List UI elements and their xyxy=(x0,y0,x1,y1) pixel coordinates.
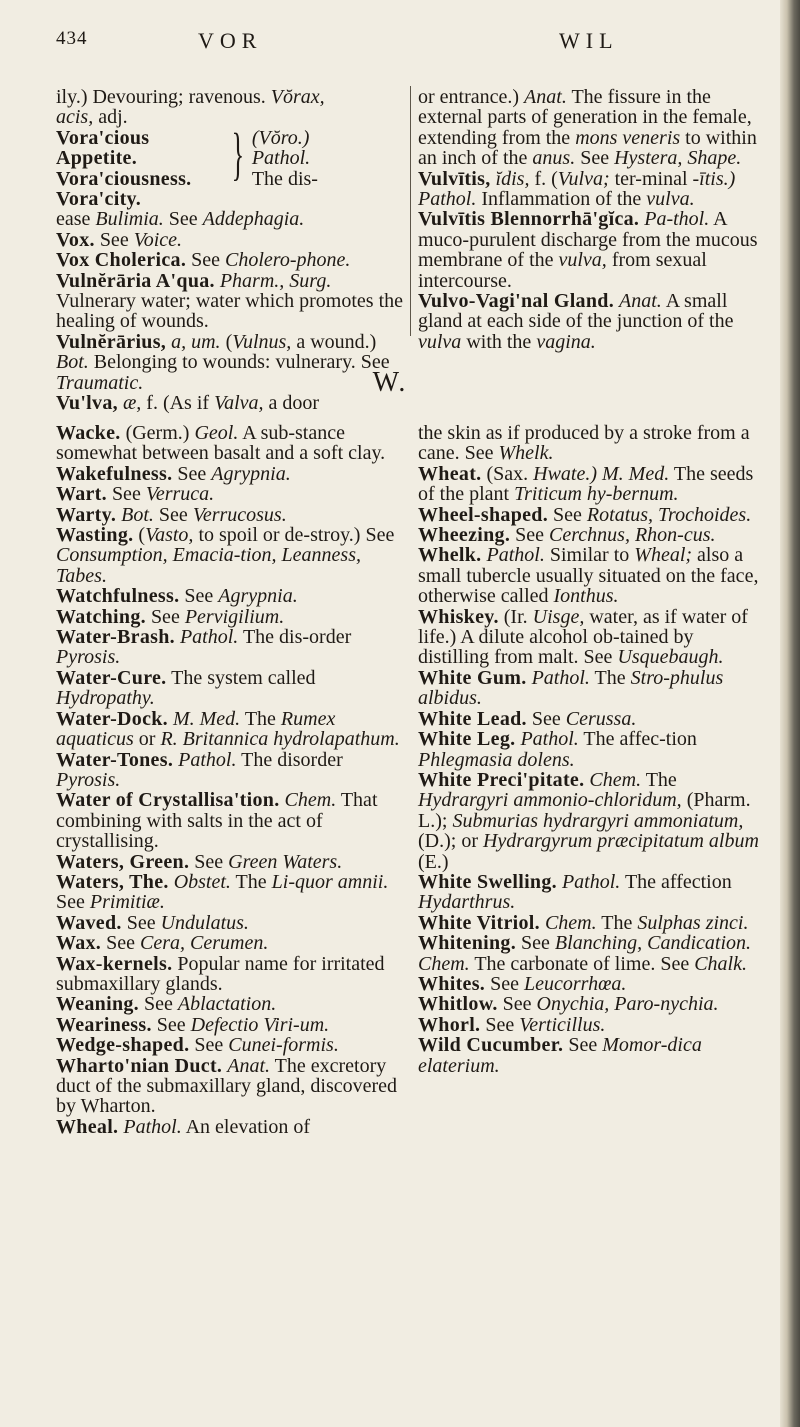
entry-text: (Pharm. L.); xyxy=(418,789,751,832)
entry-text: The xyxy=(235,870,267,893)
entry-text: Traumatic. xyxy=(56,371,144,394)
entry-text: Vulva; xyxy=(557,167,610,190)
entry-text: Blanching, Candication. Chem. xyxy=(418,932,752,975)
entry-text: Cerussa. xyxy=(565,707,637,730)
entry-text: See xyxy=(531,707,561,730)
entry-text: Pathol. xyxy=(123,1115,182,1138)
headword: Vu'lva, xyxy=(56,392,118,415)
entry-text: Verrucosus. xyxy=(192,503,287,526)
entry-weaning xyxy=(56,994,406,1014)
headword: Water of Crystallisa'tion. xyxy=(56,789,280,812)
entry-vox xyxy=(56,230,406,250)
headword: Wheel-shaped. xyxy=(418,503,549,526)
entry-whites xyxy=(418,974,768,994)
entry-wheezing xyxy=(418,525,768,545)
entry-text: Stro-phulus albidus. xyxy=(418,666,724,710)
entry-text: An elevation of xyxy=(185,1115,311,1138)
entry-text: Onychia, Paro-nychia. xyxy=(536,993,719,1016)
entry-text: or xyxy=(138,728,156,751)
headword: Wax. xyxy=(56,932,102,955)
entry-text: Momor-dica elaterium. xyxy=(418,1034,702,1077)
entry-text: Belonging to wounds: vulnerary. See xyxy=(93,351,390,374)
entry-whartonian-duct xyxy=(56,1056,406,1117)
entry-text: Rumex aquaticus xyxy=(56,707,336,751)
entry-text: ĭdis, xyxy=(495,167,530,190)
entry-text: Cholero-phone. xyxy=(225,249,351,272)
entry-text: Verruca. xyxy=(145,483,215,506)
entry-text: Verticillus. xyxy=(519,1013,606,1036)
headword: Wheezing. xyxy=(418,524,511,547)
entry-text: Hydarthrus. xyxy=(418,891,516,914)
entry-wild-cucumber xyxy=(418,1035,768,1076)
entry-text: Geol. xyxy=(194,422,239,444)
entry-text: with the xyxy=(466,330,532,353)
entry-watching xyxy=(56,607,406,627)
entry-wheal xyxy=(56,1117,406,1137)
headword: Vulvo-Vagi'nal Gland. xyxy=(418,290,615,313)
entry-waters-the xyxy=(56,872,406,913)
entry-text: Popular name for irritated submaxillary glands. xyxy=(56,952,385,995)
entry-wacke xyxy=(56,423,406,464)
entry-text: mons veneris xyxy=(575,126,681,149)
entry-text: Primitiæ. xyxy=(89,891,165,914)
headword: Weaning. xyxy=(56,993,139,1016)
entry-whorl xyxy=(418,1015,768,1035)
entry-text: See xyxy=(521,932,550,955)
entry-text: See xyxy=(191,249,221,272)
left-running-head: VOR xyxy=(198,28,263,53)
headword: Waters, Green. xyxy=(56,850,190,873)
entry-text: ease xyxy=(56,208,91,231)
headword: Whites. xyxy=(418,972,486,995)
entry-text: Pathol. xyxy=(561,870,621,893)
headword: Vulvītis Blennorrhā'gĭca. xyxy=(418,208,640,231)
column-2 xyxy=(418,87,768,352)
headword: Whitening. xyxy=(418,932,517,955)
entry-text: vulva, xyxy=(558,249,607,272)
headword: Wedge-shaped. xyxy=(56,1034,190,1057)
entry-text: Vasto, xyxy=(145,524,194,547)
entry-text: Pathol. xyxy=(178,748,237,771)
entry-text: Vulnerary water; water which promotes the healing of wounds. xyxy=(56,290,404,333)
section-letter: W. xyxy=(372,367,408,398)
headword: Wharto'nian Duct. xyxy=(56,1054,223,1077)
headword: Water-Dock. xyxy=(56,707,168,730)
entry-text: Ablactation. xyxy=(177,993,277,1016)
entry-white-leg xyxy=(418,729,768,770)
headword: Whelk. xyxy=(418,544,482,567)
entry-warty xyxy=(56,505,406,525)
headword: Waved. xyxy=(56,911,122,934)
headword: Whorl. xyxy=(418,1013,481,1036)
entry-text: the skin as if produced by a stroke from a cane. See xyxy=(418,422,750,465)
entry-text: See xyxy=(553,503,582,526)
headword: White Lead. xyxy=(418,707,527,730)
entry-text: See xyxy=(143,993,173,1016)
headword: Wheat. xyxy=(418,462,482,485)
headword: White Preci'pitate. xyxy=(418,768,585,791)
headword: Waters, The. xyxy=(56,870,169,893)
entry-text: The system called xyxy=(171,666,316,689)
entry-text: or entrance.) xyxy=(418,86,520,108)
entry-text: from sexual intercourse. xyxy=(418,249,707,292)
entry-text: Pathol. xyxy=(531,666,590,689)
entry-text: ter-minal xyxy=(614,167,688,190)
entry-text: See xyxy=(580,147,610,170)
headword: Weariness. xyxy=(56,1013,152,1036)
entry-voracity-group xyxy=(56,120,406,211)
headword: White Leg. xyxy=(418,728,516,751)
headword: Wart. xyxy=(56,483,107,506)
entry-text: The affection xyxy=(624,870,732,893)
entry-text: See xyxy=(111,483,141,506)
entry-text: Triticum hy-bernum. xyxy=(514,483,679,506)
running-header xyxy=(56,28,768,58)
entry-wedge-shaped xyxy=(56,1035,406,1055)
entry-wart xyxy=(56,484,406,504)
entry-weariness xyxy=(56,1015,406,1035)
entry-text: See xyxy=(126,911,156,934)
headword: Warty. xyxy=(56,503,117,526)
entry-wax-kernels xyxy=(56,954,406,995)
entry-text: Hydrargyrum præcipitatum album xyxy=(482,830,759,853)
entry-whitening xyxy=(418,933,768,974)
column-4 xyxy=(418,423,768,1076)
headword: Wheal. xyxy=(56,1115,119,1138)
entry-white-vitriol xyxy=(418,913,768,933)
entry-text: See xyxy=(194,850,224,873)
entry-water-of-crystallisation xyxy=(56,790,406,851)
entry-text: The fissure in the external parts of generation in the female, extending from the xyxy=(418,86,752,149)
entry-text: Vŏrax, xyxy=(270,86,325,108)
headword: Vox Cholerica. xyxy=(56,249,187,272)
entry-whelk xyxy=(418,545,768,606)
headword: Wax-kernels. xyxy=(56,952,173,975)
entry-text: A small gland at each side of the junction of the xyxy=(418,290,734,333)
entry-text: The affec-tion xyxy=(583,728,697,751)
entry-waved xyxy=(56,913,406,933)
entry-wheel-shaped xyxy=(418,505,768,525)
entry-text: a door xyxy=(268,392,320,415)
entry-text: f. (As if xyxy=(146,392,210,415)
entry-text: See xyxy=(485,1013,515,1036)
entry-water-cure xyxy=(56,668,406,709)
headword: White Gum. xyxy=(418,666,527,689)
entry-water-dock xyxy=(56,709,406,750)
entry-wasting xyxy=(56,525,406,586)
entry-wheat xyxy=(418,464,768,505)
headword: Watching. xyxy=(56,605,146,628)
entry-wax xyxy=(56,933,406,953)
entry-text: Hwate.) M. Med. xyxy=(533,462,670,485)
entry-text: Cera, Cerumen. xyxy=(140,932,269,955)
headword: Whiskey. xyxy=(418,605,499,628)
entry-text: Addephagia. xyxy=(202,208,305,231)
entry-text: -ītis.) xyxy=(692,167,736,190)
entry-text: See xyxy=(56,891,85,914)
entry-text: R. Britannica hydrolapathum. xyxy=(160,728,400,751)
brace-glyph: } xyxy=(231,120,245,186)
entry-text: (Germ.) xyxy=(125,422,190,444)
entry-text: See xyxy=(177,462,207,485)
entry-text: The carbonate of lime. See xyxy=(474,952,690,975)
entry-text: (D.); or xyxy=(418,830,478,853)
entry-text: (E.) xyxy=(418,850,449,873)
headword: Wild Cucumber. xyxy=(418,1034,564,1057)
entry-text: a, um. xyxy=(171,330,221,353)
column-1 xyxy=(56,87,406,414)
entry-text: Submurias hydrargyri ammoniatum, xyxy=(452,809,744,832)
entry-text: Whelk. xyxy=(498,442,554,465)
entry-text: Pa-thol. xyxy=(644,208,710,231)
entry-text: See xyxy=(502,993,532,1016)
entry-text: (Vŏro.) xyxy=(251,126,310,149)
column-divider xyxy=(410,86,411,336)
entry-text: Chem. xyxy=(589,768,642,791)
entry-text: anus. xyxy=(532,147,576,170)
entry-vulvitis-blennorrhagica xyxy=(418,209,768,291)
headword: Vulvītis, xyxy=(418,167,491,190)
entry-wakefulness xyxy=(56,464,406,484)
entry-text: The xyxy=(244,707,276,730)
entry-text: Bulimia. xyxy=(95,208,164,231)
entry-text: Pathol. xyxy=(486,544,545,567)
entry-text: Anat. xyxy=(227,1054,271,1077)
entry-text: The excretory duct of the submaxillary gland, discovered by Wharton. xyxy=(56,1054,398,1118)
entry-text: The xyxy=(601,911,633,934)
right-running-head: WIL xyxy=(559,28,619,53)
entry-text: The seeds of the plant xyxy=(418,462,754,506)
entry-text: Anat. xyxy=(619,290,662,313)
entry-text: Hydropathy. xyxy=(56,687,155,710)
entry-text: vagina. xyxy=(536,330,596,353)
entry-wheal-cont xyxy=(418,423,768,464)
entry-text: Pyrosis. xyxy=(56,646,121,669)
entry-whitlow xyxy=(418,994,768,1014)
entry-text: ( xyxy=(138,524,146,547)
entry-text: The dis- xyxy=(251,167,318,190)
entry-text: Usquebaugh. xyxy=(617,646,724,669)
entry-text: f. ( xyxy=(534,167,558,190)
entry-text: Hystera, Shape. xyxy=(614,147,742,170)
entry-text: Uisge, xyxy=(532,605,585,628)
entry-text: Chalk. xyxy=(694,952,747,975)
headword: Watchfulness. xyxy=(56,585,180,608)
entry-text: See xyxy=(156,1013,186,1036)
headword: Vora'cious Appetite. xyxy=(56,126,150,170)
entry-text: M. Med. xyxy=(172,707,241,730)
entry-text: Inflammation of the xyxy=(481,188,642,211)
entry-text: acis, xyxy=(56,106,94,129)
entry-text: Li-quor amnii. xyxy=(271,870,389,893)
entry-text: Bot. xyxy=(121,503,154,526)
entry-text: Anat. xyxy=(524,86,567,108)
entry-text: Hydrargyri ammonio-chloridum, xyxy=(418,789,682,812)
entry-text: A muco-purulent discharge from the mucous membrane of the xyxy=(418,208,758,272)
entry-text: Similar to xyxy=(549,544,630,567)
headword: Vox. xyxy=(56,228,95,251)
headword: Vora'city. xyxy=(56,188,142,211)
entry-text: Chem. xyxy=(284,789,337,812)
entry-text: water, as if water of life.) A dilute alcohol ob-tained by distilling from malt. See xyxy=(418,605,748,669)
entry-vulva-cont xyxy=(418,87,768,169)
entry-text: adj. xyxy=(98,106,128,129)
headword: Vora'ciousness. xyxy=(56,167,192,190)
headword: Water-Cure. xyxy=(56,666,167,689)
entry-text: æ, xyxy=(122,392,142,415)
entry-text: Pharm., Surg. xyxy=(219,269,332,292)
headword: Whitlow. xyxy=(418,993,498,1016)
entry-text: The xyxy=(645,768,677,791)
headword: Water-Brash. xyxy=(56,626,175,649)
entry-text: vulva. xyxy=(646,188,695,211)
headword: White Vitriol. xyxy=(418,911,540,934)
entry-text: Pathol. xyxy=(179,626,239,649)
entry-text: vulva xyxy=(418,330,462,353)
entry-text: Ionthus. xyxy=(553,585,619,608)
entry-text: Agrypnia. xyxy=(218,585,298,608)
column-3 xyxy=(56,423,406,1137)
entry-text: (Ir. xyxy=(503,605,528,628)
headword: Vulnĕrāria A'qua. xyxy=(56,269,215,292)
entry-white-gum xyxy=(418,668,768,709)
entry-text: Defectio Viri-um. xyxy=(190,1013,330,1036)
entry-text: Consumption, Emacia-tion, Leanness, Tabes. xyxy=(56,544,361,587)
entry-text: Chem. xyxy=(544,911,597,934)
entry-white-precipitate xyxy=(418,770,768,872)
entry-text: See xyxy=(150,605,180,628)
entry-text: ily.) Devouring; ravenous. xyxy=(56,86,266,108)
entry-text: Vulnus, xyxy=(232,330,292,353)
entry-text: Pathol. xyxy=(520,728,579,751)
entry-text: Undulatus. xyxy=(160,911,249,934)
entry-white-lead xyxy=(418,709,768,729)
headword: Wakefulness. xyxy=(56,462,173,485)
entry-text: Green Waters. xyxy=(228,850,343,873)
headword: White Swelling. xyxy=(418,870,557,893)
entry-text: (Sax. xyxy=(486,462,529,485)
entry-text: to spoil or de-stroy.) See xyxy=(198,524,395,547)
entry-text: See xyxy=(194,1034,224,1057)
entry-text: See xyxy=(568,1034,598,1057)
entry-text: Cunei-formis. xyxy=(228,1034,339,1057)
entry-text: Voice. xyxy=(133,228,183,251)
entry-text: See xyxy=(99,228,129,251)
entry-text: Bot. xyxy=(56,351,89,374)
entry-text: Pathol. xyxy=(251,147,311,170)
entry-vulvitis xyxy=(418,169,768,210)
entry-text: Cerchnus, Rhon-cus. xyxy=(549,524,716,547)
entry-text: See xyxy=(515,524,545,547)
page-number: 434 xyxy=(56,28,88,49)
entry-text: Pyrosis. xyxy=(56,768,121,791)
entry-text: Wheal; xyxy=(634,544,693,567)
entry-voracity-tail xyxy=(56,209,406,229)
entry-text: See xyxy=(106,932,135,955)
entry-text: to within an inch of the xyxy=(418,126,757,170)
entry-text: Obstet. xyxy=(173,870,231,893)
headword: Wacke. xyxy=(56,422,121,444)
entry-text: See xyxy=(158,503,188,526)
entry-text: Leucorrhœa. xyxy=(524,972,627,995)
entry-white-swelling xyxy=(418,872,768,913)
entry-vulneraria-aqua xyxy=(56,271,406,332)
headword: Wasting. xyxy=(56,524,134,547)
entry-text: Rotatus, Trochoides. xyxy=(586,503,752,526)
entry-text: Agrypnia. xyxy=(211,462,291,485)
entry-text: The dis-order xyxy=(242,626,352,649)
entry-vox-cholerica xyxy=(56,250,406,270)
entry-text: Pathol. xyxy=(418,188,477,211)
entry-text: The xyxy=(594,666,626,689)
entry-text: The disorder xyxy=(241,748,343,771)
entry-waters-green xyxy=(56,852,406,872)
entry-text: Sulphas zinci. xyxy=(637,911,749,934)
entry-text: a wound.) xyxy=(296,330,377,353)
entry-watchfulness xyxy=(56,586,406,606)
headword: Water-Tones. xyxy=(56,748,174,771)
entry-water-tones xyxy=(56,750,406,791)
entry-text: See xyxy=(490,972,519,995)
entry-text: See xyxy=(184,585,214,608)
entry-text: ( xyxy=(225,330,233,353)
entry-text: That combining with salts in the act of crystallising. xyxy=(56,789,378,853)
entry-text: also a small tubercle usually situated on the face, otherwise called xyxy=(418,544,759,608)
entry-text: See xyxy=(168,208,198,231)
headword: Vulnĕrārius, xyxy=(56,330,167,353)
entry-whiskey xyxy=(418,607,768,668)
entry-text: Phlegmasia dolens. xyxy=(418,748,575,771)
page-edge xyxy=(780,0,800,1427)
entry-water-brash xyxy=(56,627,406,668)
entry-text: Pervigilium. xyxy=(184,605,285,628)
entry-text: Valva, xyxy=(214,392,264,415)
entry-text: A sub-stance somewhat between basalt and a soft clay. xyxy=(56,422,386,465)
entry-vulvo-vaginal-gland xyxy=(418,291,768,352)
